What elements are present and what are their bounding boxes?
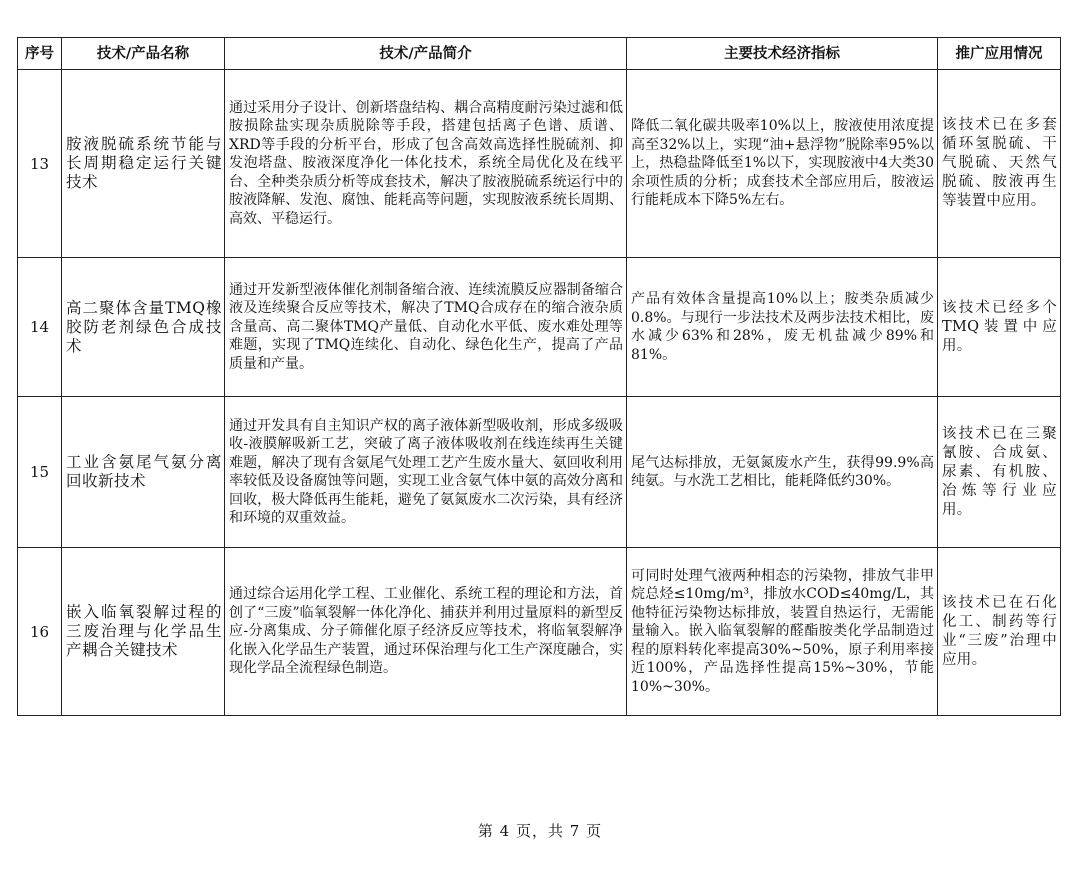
table-row	[18, 258, 1061, 397]
row-application: 该技术已在多套循环氢脱硫、干气脱硫、天然气脱硫、胺液再生等装置中应用。	[938, 70, 1061, 258]
row-application: 该技术已在石化化工、制药等行业“三废”治理中应用。	[938, 548, 1061, 716]
row-indicators: 降低二氧化碳共吸率10%以上，胺液使用浓度提高至32%以上，实现“油+悬浮物”脱除率95%以上，热稳盐降低至1%以下，实现胺液中4大类30余项性质的分析；成套技术全部应用后，胺液运行能耗成本下降5%左右。	[627, 70, 938, 258]
row-desc: 通过综合运用化学工程、工业催化、系统工程的理论和方法，首创了“三废”临氧裂解一体化净化、捕获并利用过量原料的新型反应-分离集成、分子筛催化原子经济反应等技术，将临氧裂解净化嵌入化学品生产装置，通过环保治理与化工生产深度融合，实现化学品全流程绿色制造。	[225, 548, 627, 716]
table-header-row	[18, 38, 1061, 70]
row-indicators: 尾气达标排放，无氨氮废水产生，获得99.9%高纯氨。与水洗工艺相比，能耗降低约30%。	[627, 397, 938, 548]
header-application: 推广应用情况	[938, 38, 1061, 70]
row-application: 该技术已经多个TMQ装置中应用。	[938, 258, 1061, 397]
header-desc: 技术/产品简介	[225, 38, 627, 70]
table-row	[18, 397, 1061, 548]
row-seq: 16	[18, 548, 62, 716]
row-name: 高二聚体含量TMQ橡胶防老剂绿色合成技术	[62, 258, 225, 397]
page-footer: 第 4 页，共 7 页	[477, 822, 603, 840]
header-seq: 序号	[18, 38, 62, 70]
table-row	[18, 548, 1061, 716]
row-name: 工业含氨尾气氨分离回收新技术	[62, 397, 225, 548]
row-application: 该技术已在三聚氰胺、合成氨、尿素、有机胺、冶炼等行业应用。	[938, 397, 1061, 548]
table-row	[18, 70, 1061, 258]
header-indicators: 主要技术经济指标	[627, 38, 938, 70]
row-seq: 14	[18, 258, 62, 397]
row-seq: 13	[18, 70, 62, 258]
header-name: 技术/产品名称	[62, 38, 225, 70]
row-desc: 通过采用分子设计、创新塔盘结构、耦合高精度耐污染过滤和低胺损除盐实现杂质脱除等手段，搭建包括离子色谱、质谱、XRD等手段的分析平台，形成了包含高效高选择性脱硫剂、抑发泡塔盘、胺液深度净化一体化技术，系统全局优化及在线平台、全种类杂质分析等成套技术，解决了胺液脱硫系统运行中的胺液降解、发泡、腐蚀、能耗高等问题，实现胺液系统长周期、高效、平稳运行。	[225, 70, 627, 258]
row-name: 胺液脱硫系统节能与长周期稳定运行关键技术	[62, 70, 225, 258]
row-desc: 通过开发新型液体催化剂制备缩合液、连续流膜反应器制备缩合液及连续聚合反应等技术，解决了TMQ合成存在的缩合液杂质含量高、高二聚体TMQ产量低、自动化水平低、废水难处理等难题，实现了TMQ连续化、自动化、绿色化生产，提高了产品质量和产量。	[225, 258, 627, 397]
tech-table	[17, 37, 1061, 716]
row-seq: 15	[18, 397, 62, 548]
row-name: 嵌入临氧裂解过程的三废治理与化学品生产耦合关键技术	[62, 548, 225, 716]
row-desc: 通过开发具有自主知识产权的离子液体新型吸收剂，形成多级吸收-液膜解吸新工艺，突破了离子液体吸收剂在线连续再生关键难题，解决了现有含氨尾气处理工艺产生废水量大、氨回收利用率较低及设备腐蚀等问题，实现工业含氨气体中氨的高效分离和回收，极大降低再生能耗，避免了氨氮废水二次污染，具有经济和环境的双重效益。	[225, 397, 627, 548]
row-indicators: 可同时处理气液两种相态的污染物，排放气非甲烷总烃≤10mg/m³，排放水COD≤40mg/L，其他特征污染物达标排放，装置自热运行，无需能量输入。嵌入临氧裂解的醛酯胺类化学品制造过程的原料转化率提高30%~50%，原子利用率接近100%，产品选择性提高15%~30%，节能10%~30%。	[627, 548, 938, 716]
row-indicators: 产品有效体含量提高10%以上；胺类杂质减少0.8%。与现行一步法技术及两步法技术相比，废水减少63%和28%，废无机盐减少89%和81%。	[627, 258, 938, 397]
